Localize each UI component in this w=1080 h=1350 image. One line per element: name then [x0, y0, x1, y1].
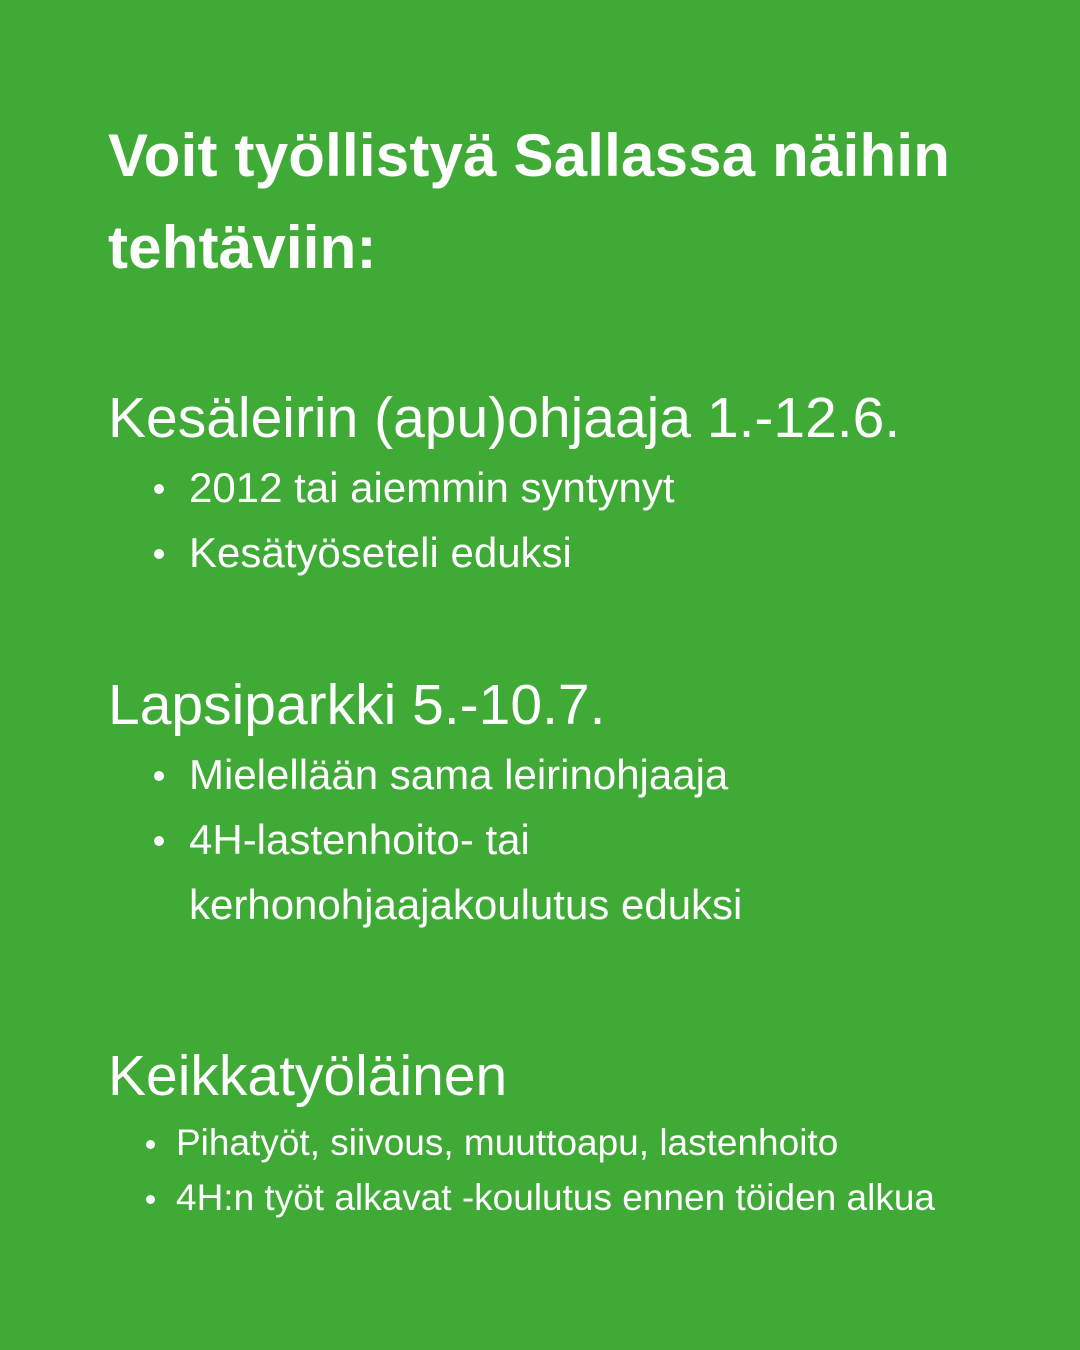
- poster-title: Voit työllistyä Sallassa näihin tehtäviin:: [108, 122, 951, 281]
- list-item: [108, 520, 1008, 585]
- bullet-list: [108, 742, 1008, 937]
- list-item: [108, 1170, 956, 1225]
- list-item: [108, 1115, 1008, 1170]
- list-item-text: 4H:n työt alkavat -koulutus ennen töiden alkua: [176, 1177, 935, 1218]
- section-summer-camp: [108, 385, 1008, 585]
- list-item-text: Kesätyöseteli eduksi: [189, 529, 572, 576]
- section-heading: Kesäleirin (apu)ohjaaja 1.-12.6.: [108, 386, 901, 450]
- list-item-text: 4H-lastenhoito- tai kerhonohjaajakoulutus eduksi: [189, 816, 743, 928]
- list-item-text: 2012 tai aiemmin syntynyt: [189, 464, 675, 511]
- section-gig-worker: [108, 1043, 1008, 1225]
- bullet-icon: [154, 836, 164, 846]
- bullet-icon: [154, 484, 164, 494]
- bullet-icon: [154, 771, 164, 781]
- bullet-icon: [146, 1140, 155, 1149]
- list-item: [108, 455, 1008, 520]
- section-child-parking: [108, 672, 1008, 937]
- bullet-list: [108, 1115, 1008, 1225]
- section-heading: Lapsiparkki 5.-10.7.: [108, 673, 606, 737]
- list-item-text: Mielellään sama leirinohjaaja: [189, 751, 729, 798]
- list-item: [108, 742, 1008, 807]
- list-item: [108, 807, 909, 937]
- bullet-list: [108, 455, 1008, 585]
- list-item-text: Pihatyöt, siivous, muuttoapu, lastenhoito: [176, 1122, 839, 1163]
- bullet-icon: [154, 549, 164, 559]
- bullet-icon: [146, 1195, 155, 1204]
- section-heading: Keikkatyöläinen: [108, 1044, 508, 1108]
